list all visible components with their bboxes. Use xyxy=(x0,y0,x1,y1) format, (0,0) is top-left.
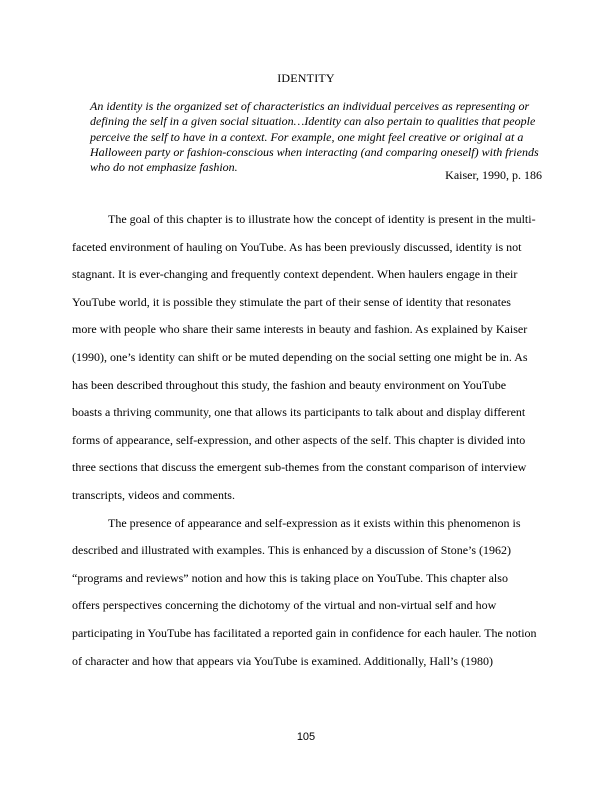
paragraph-1-line: (1990), one’s identity can shift or be muted depending on the social setting one might be in. As xyxy=(72,349,528,364)
body-text xyxy=(72,206,542,675)
page-number: 105 xyxy=(296,731,316,743)
paragraph-1-line: boasts a thriving community, one that allows its participants to talk about and display different xyxy=(72,405,526,420)
paragraph-1-line: forms of appearance, self-expression, and other aspects of the self. This chapter is divided into xyxy=(72,432,526,447)
epigraph-line: who do not emphasize fashion. xyxy=(90,160,238,175)
epigraph-line: perceive the self to have in a context. For example, one might feel creative or original at a xyxy=(90,129,524,144)
paragraph-1-line: transcripts, videos and comments. xyxy=(72,487,235,502)
paragraph-1-line: more with people who share their same interests in beauty and fashion. As explained by Kaiser xyxy=(72,322,528,337)
epigraph-line: Halloween party or fashion-conscious when interacting (and comparing oneself) with friends xyxy=(90,144,539,159)
chapter-title: IDENTITY xyxy=(277,71,335,85)
paragraph-2-line: of character and how that appears via YouTube is examined. Additionally, Hall’s (1980) xyxy=(72,653,494,668)
epigraph-line: An identity is the organized set of characteristics an individual perceives as representing or xyxy=(90,99,530,113)
paragraph-1-line: three sections that discuss the emergent sub-themes from the constant comparison of interview xyxy=(72,460,527,475)
paragraph-1-line: faceted environment of hauling on YouTube. As has been previously discussed, identity is not xyxy=(72,239,522,254)
epigraph-line: defining the self in a given social situation…Identity can also pertain to qualities that people xyxy=(90,114,536,129)
epigraph-quote xyxy=(90,99,542,175)
paragraph-2-line: described and illustrated with examples. This is enhanced by a discussion of Stone’s (1962) xyxy=(72,543,512,558)
paragraph-1-line: The goal of this chapter is to illustrate how the concept of identity is present in the multi- xyxy=(108,212,536,226)
paragraph-1-line: has been described throughout this study, the fashion and beauty environment on YouTube xyxy=(72,377,507,392)
epigraph-citation: Kaiser, 1990, p. 186 xyxy=(445,168,542,182)
paragraph-2-line: The presence of appearance and self-expression as it exists within this phenomenon is xyxy=(108,515,521,530)
paragraph-2-line: offers perspectives concerning the dichotomy of the virtual and non-virtual self and how xyxy=(72,598,497,613)
paragraph-1-line: stagnant. It is ever-changing and frequently context dependent. When haulers engage in their xyxy=(72,267,518,282)
paragraph-2-line: “programs and reviews” notion and how this is taking place on YouTube. This chapter also xyxy=(72,570,508,585)
paragraph-2-line: participating in YouTube has facilitated a reported gain in confidence for each hauler. The notion xyxy=(72,625,537,640)
paragraph-1-line: YouTube world, it is possible they stimulate the part of their sense of identity that resonates xyxy=(72,294,511,309)
